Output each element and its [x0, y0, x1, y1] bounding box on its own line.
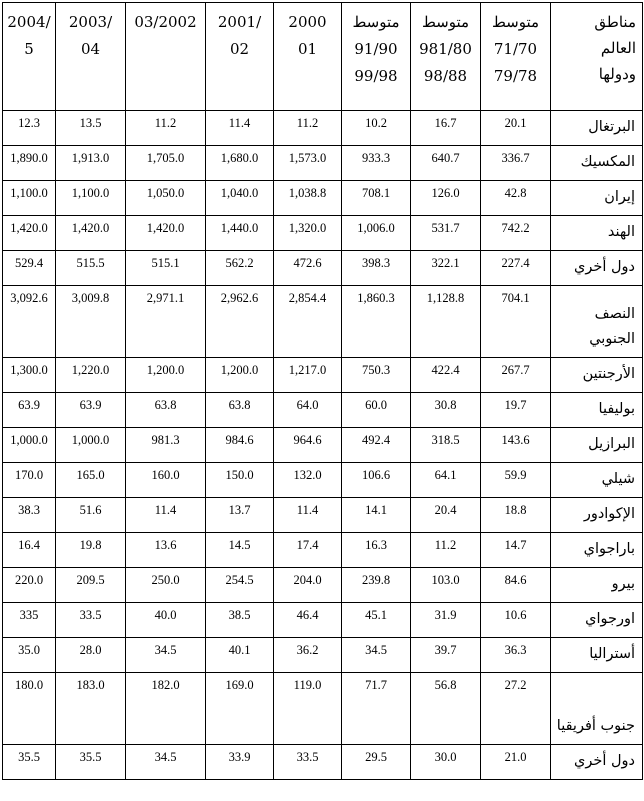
value-cell: 933.3: [342, 146, 411, 181]
value-cell: 984.6: [206, 428, 274, 463]
value-cell: 11.2: [274, 111, 342, 146]
value-cell: 1,038.8: [274, 181, 342, 216]
value-cell: 63.8: [206, 393, 274, 428]
value-cell: 318.5: [411, 428, 481, 463]
value-cell: 11.4: [206, 111, 274, 146]
value-cell: 1,705.0: [126, 146, 206, 181]
table-row: [3, 146, 643, 181]
value-cell: 322.1: [411, 251, 481, 286]
period-column-header: [481, 3, 551, 111]
value-cell: 45.1: [342, 603, 411, 638]
year-column-header: [126, 3, 206, 111]
value-cell: 14.1: [342, 498, 411, 533]
table-row: [3, 463, 643, 498]
value-cell: 29.5: [342, 745, 411, 780]
value-cell: 12.3: [3, 111, 56, 146]
value-cell: 11.4: [126, 498, 206, 533]
value-cell: 10.2: [342, 111, 411, 146]
value-cell: 19.7: [481, 393, 551, 428]
header-line: 79/78: [493, 67, 538, 85]
value-cell: 40.0: [126, 603, 206, 638]
value-cell: 227.4: [481, 251, 551, 286]
region-name-cell: باراجواي: [551, 533, 643, 568]
value-cell: 492.4: [342, 428, 411, 463]
value-cell: 28.0: [56, 638, 126, 673]
header-line: 99/98: [354, 67, 398, 85]
header-line: 981/80: [419, 40, 472, 58]
header-line: متوسط: [421, 13, 470, 31]
header-line: مناطق: [594, 13, 636, 31]
table-row: [3, 745, 643, 780]
value-cell: 36.3: [481, 638, 551, 673]
value-cell: 1,860.3: [342, 286, 411, 358]
value-cell: 60.0: [342, 393, 411, 428]
value-cell: 16.3: [342, 533, 411, 568]
value-cell: 254.5: [206, 568, 274, 603]
region-name-cell: شيلي: [551, 463, 643, 498]
table-body: [3, 111, 643, 780]
value-cell: 71.7: [342, 673, 411, 745]
value-cell: 180.0: [3, 673, 56, 745]
header-line: /2001: [217, 13, 262, 31]
value-cell: 182.0: [126, 673, 206, 745]
region-name-cell: الإكوادور: [551, 498, 643, 533]
value-cell: 33.5: [56, 603, 126, 638]
value-cell: 132.0: [274, 463, 342, 498]
value-cell: 38.3: [3, 498, 56, 533]
header-line: متوسط: [491, 13, 540, 31]
region-name-cell: دول أخري: [551, 745, 643, 780]
value-cell: 250.0: [126, 568, 206, 603]
value-cell: 515.1: [126, 251, 206, 286]
value-cell: 204.0: [274, 568, 342, 603]
value-cell: 169.0: [206, 673, 274, 745]
value-cell: 27.2: [481, 673, 551, 745]
value-cell: 160.0: [126, 463, 206, 498]
value-cell: 170.0: [3, 463, 56, 498]
table-row: [3, 498, 643, 533]
value-cell: 35.5: [56, 745, 126, 780]
value-cell: 3,092.6: [3, 286, 56, 358]
value-cell: 11.4: [274, 498, 342, 533]
value-cell: 1,217.0: [274, 358, 342, 393]
header-line: 71/70: [493, 40, 538, 58]
region-name-cell: الأرجنتين: [551, 358, 643, 393]
value-cell: 1,200.0: [126, 358, 206, 393]
value-cell: 742.2: [481, 216, 551, 251]
value-cell: 964.6: [274, 428, 342, 463]
value-cell: 165.0: [56, 463, 126, 498]
value-cell: 267.7: [481, 358, 551, 393]
region-name-cell: جنوب أفريقيا: [551, 673, 643, 745]
period-column-header: [342, 3, 411, 111]
value-cell: 981.3: [126, 428, 206, 463]
value-cell: 2,962.6: [206, 286, 274, 358]
value-cell: 562.2: [206, 251, 274, 286]
value-cell: 1,420.0: [126, 216, 206, 251]
value-cell: 143.6: [481, 428, 551, 463]
table-row: [3, 603, 643, 638]
value-cell: 336.7: [481, 146, 551, 181]
value-cell: 119.0: [274, 673, 342, 745]
value-cell: 17.4: [274, 533, 342, 568]
header-line: 2000: [288, 13, 327, 31]
year-column-header: [56, 3, 126, 111]
table-row: [3, 393, 643, 428]
value-cell: 38.5: [206, 603, 274, 638]
value-cell: 1,100.0: [3, 181, 56, 216]
value-cell: 1,200.0: [206, 358, 274, 393]
header-line: العالم: [600, 39, 636, 57]
table-row: [3, 181, 643, 216]
value-cell: 20.1: [481, 111, 551, 146]
value-cell: 11.2: [411, 533, 481, 568]
value-cell: 2,971.1: [126, 286, 206, 358]
value-cell: 1,000.0: [3, 428, 56, 463]
value-cell: 13.6: [126, 533, 206, 568]
value-cell: 183.0: [56, 673, 126, 745]
value-cell: 239.8: [342, 568, 411, 603]
value-cell: 1,420.0: [3, 216, 56, 251]
header-line: 02: [229, 40, 250, 58]
value-cell: 40.1: [206, 638, 274, 673]
value-cell: 515.5: [56, 251, 126, 286]
value-cell: 1,040.0: [206, 181, 274, 216]
value-cell: 18.8: [481, 498, 551, 533]
value-cell: 35.5: [3, 745, 56, 780]
value-cell: 1,320.0: [274, 216, 342, 251]
value-cell: 529.4: [3, 251, 56, 286]
value-cell: 1,420.0: [56, 216, 126, 251]
value-cell: 51.6: [56, 498, 126, 533]
value-cell: 64.0: [274, 393, 342, 428]
header-line: /2003: [68, 13, 113, 31]
period-column-header: [411, 3, 481, 111]
header-line: /2004: [7, 13, 51, 31]
header-line: 91/90: [354, 40, 398, 58]
value-cell: 11.2: [126, 111, 206, 146]
header-row: [3, 3, 643, 111]
value-cell: 1,050.0: [126, 181, 206, 216]
year-column-header: [3, 3, 56, 111]
value-cell: 39.7: [411, 638, 481, 673]
value-cell: 84.6: [481, 568, 551, 603]
value-cell: 1,000.0: [56, 428, 126, 463]
value-cell: 2,854.4: [274, 286, 342, 358]
value-cell: 33.5: [274, 745, 342, 780]
value-cell: 34.5: [126, 745, 206, 780]
region-name-cell: النصف الجنوبي: [551, 286, 643, 358]
value-cell: 14.7: [481, 533, 551, 568]
value-cell: 16.4: [3, 533, 56, 568]
region-name-cell: دول أخري: [551, 251, 643, 286]
value-cell: 63.8: [126, 393, 206, 428]
header-line: 03/2002: [134, 13, 197, 31]
table-row: [3, 358, 643, 393]
header-line: 01: [297, 40, 318, 58]
value-cell: 220.0: [3, 568, 56, 603]
table-row: [3, 533, 643, 568]
value-cell: 31.9: [411, 603, 481, 638]
region-name-cell: اورجواي: [551, 603, 643, 638]
value-cell: 63.9: [3, 393, 56, 428]
value-cell: 750.3: [342, 358, 411, 393]
header-line: 98/88: [423, 67, 468, 85]
value-cell: 56.8: [411, 673, 481, 745]
value-cell: 335: [3, 603, 56, 638]
value-cell: 126.0: [411, 181, 481, 216]
value-cell: 59.9: [481, 463, 551, 498]
value-cell: 472.6: [274, 251, 342, 286]
table-row: [3, 428, 643, 463]
value-cell: 1,128.8: [411, 286, 481, 358]
value-cell: 33.9: [206, 745, 274, 780]
value-cell: 63.9: [56, 393, 126, 428]
header-line: متوسط: [352, 13, 400, 31]
region-name-cell: بيرو: [551, 568, 643, 603]
header-line: 5: [24, 40, 34, 58]
value-cell: 10.6: [481, 603, 551, 638]
table-row: [3, 251, 643, 286]
value-cell: 106.6: [342, 463, 411, 498]
value-cell: 398.3: [342, 251, 411, 286]
value-cell: 3,009.8: [56, 286, 126, 358]
value-cell: 1,913.0: [56, 146, 126, 181]
value-cell: 30.0: [411, 745, 481, 780]
region-name-cell: البرازيل: [551, 428, 643, 463]
value-cell: 46.4: [274, 603, 342, 638]
region-name-cell: المكسيك: [551, 146, 643, 181]
value-cell: 531.7: [411, 216, 481, 251]
value-cell: 209.5: [56, 568, 126, 603]
value-cell: 1,220.0: [56, 358, 126, 393]
region-name-cell: البرتغال: [551, 111, 643, 146]
value-cell: 14.5: [206, 533, 274, 568]
value-cell: 1,573.0: [274, 146, 342, 181]
region-name-cell: الهند: [551, 216, 643, 251]
value-cell: 704.1: [481, 286, 551, 358]
table-row: [3, 568, 643, 603]
table-row: [3, 638, 643, 673]
year-column-header: [274, 3, 342, 111]
value-cell: 20.4: [411, 498, 481, 533]
table-row: [3, 216, 643, 251]
value-cell: 1,680.0: [206, 146, 274, 181]
value-cell: 19.8: [56, 533, 126, 568]
value-cell: 16.7: [411, 111, 481, 146]
value-cell: 1,006.0: [342, 216, 411, 251]
value-cell: 13.5: [56, 111, 126, 146]
header-line: 04: [80, 40, 101, 58]
value-cell: 1,890.0: [3, 146, 56, 181]
value-cell: 21.0: [481, 745, 551, 780]
value-cell: 1,100.0: [56, 181, 126, 216]
table-row: [3, 111, 643, 146]
value-cell: 35.0: [3, 638, 56, 673]
value-cell: 708.1: [342, 181, 411, 216]
region-name-cell: أستراليا: [551, 638, 643, 673]
table-row: [3, 673, 643, 745]
value-cell: 36.2: [274, 638, 342, 673]
value-cell: 13.7: [206, 498, 274, 533]
value-cell: 1,440.0: [206, 216, 274, 251]
value-cell: 150.0: [206, 463, 274, 498]
value-cell: 34.5: [342, 638, 411, 673]
region-name-cell: بوليفيا: [551, 393, 643, 428]
region-name-cell: إيران: [551, 181, 643, 216]
header-line: ودولها: [598, 65, 636, 83]
value-cell: 640.7: [411, 146, 481, 181]
statistics-table: [2, 2, 643, 780]
value-cell: 1,300.0: [3, 358, 56, 393]
table-row: [3, 286, 643, 358]
year-column-header: [206, 3, 274, 111]
value-cell: 34.5: [126, 638, 206, 673]
value-cell: 103.0: [411, 568, 481, 603]
value-cell: 42.8: [481, 181, 551, 216]
value-cell: 64.1: [411, 463, 481, 498]
region-column-header: [551, 3, 643, 111]
value-cell: 422.4: [411, 358, 481, 393]
value-cell: 30.8: [411, 393, 481, 428]
